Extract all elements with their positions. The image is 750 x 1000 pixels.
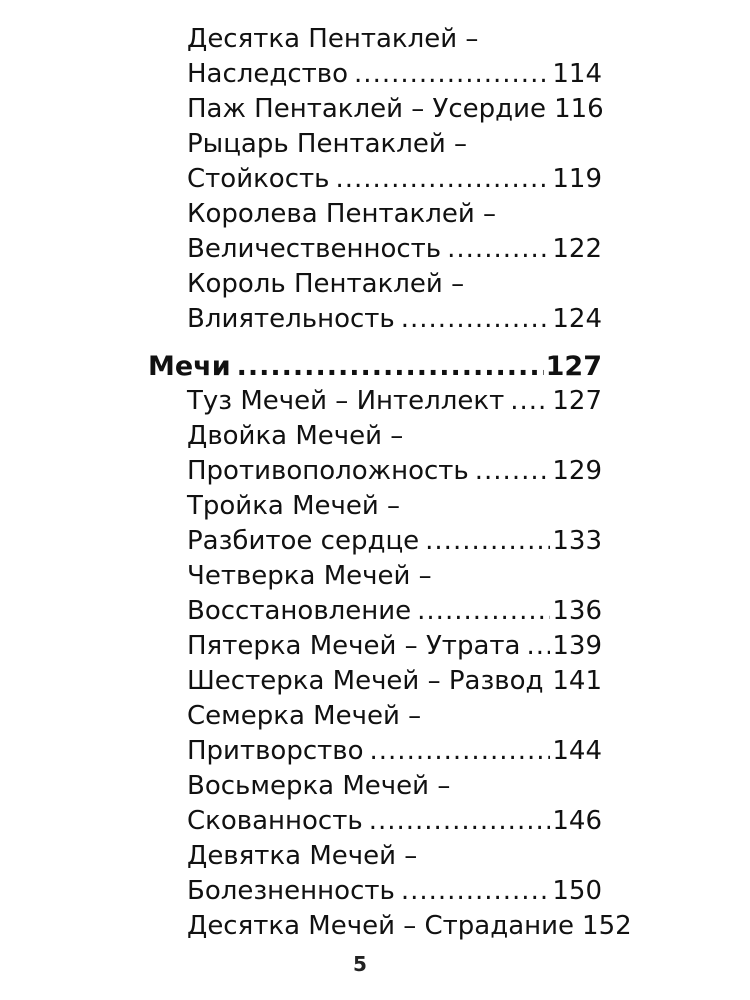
toc-entry-continued [187, 839, 602, 874]
toc-entry-title: Паж Пентаклей – Усердие [187, 94, 547, 124]
toc-entry [187, 384, 602, 419]
toc-entry-title: Стойкость [187, 164, 330, 194]
toc-entry-page: 136 [552, 596, 602, 626]
toc-entry-title: Двойка Мечей – [187, 421, 404, 451]
toc-entry [187, 664, 602, 699]
toc-section-title: Мечи [148, 351, 231, 382]
toc-entry-title: Четверка Мечей – [187, 561, 432, 591]
toc-entry-page: 129 [552, 456, 602, 486]
dot-leader [364, 734, 551, 769]
dot-leader [231, 349, 544, 384]
toc-entry [187, 734, 602, 769]
toc-entry [187, 454, 602, 489]
toc-entry [187, 594, 602, 629]
toc-entry-title: Пятерка Мечей – Утрата [187, 631, 521, 661]
toc-entry-continued [187, 267, 602, 302]
toc-entry-title: Рыцарь Пентаклей – [187, 129, 468, 159]
toc-entry-title: Наследство [187, 59, 349, 89]
toc-entry-title: Туз Мечей – Интеллект [187, 386, 505, 416]
toc-entry-page: 133 [552, 526, 602, 556]
toc-entry-title: Притворство [187, 736, 364, 766]
toc-entry-title: Тройка Мечей – [187, 491, 401, 521]
dot-leader [544, 664, 551, 699]
toc-entry [187, 804, 602, 839]
toc-entry-page: 141 [552, 666, 602, 696]
toc-entry [187, 57, 602, 92]
dot-leader [363, 804, 551, 839]
dot-leader [395, 302, 551, 337]
dot-leader [419, 524, 550, 559]
toc-entry-title: Скованность [187, 806, 363, 836]
toc-entry-title: Семерка Мечей – [187, 701, 422, 731]
toc-entry [187, 302, 602, 337]
toc-entry-page: 144 [552, 736, 602, 766]
dot-leader [329, 162, 550, 197]
toc-entry-page: 150 [552, 876, 602, 906]
toc-entry-title: Король Пентаклей – [187, 269, 465, 299]
toc-entry-page: 122 [552, 234, 602, 264]
toc-entry [187, 909, 632, 944]
toc-entry-page: 139 [552, 631, 602, 661]
toc-entry-title: Влиятельность [187, 304, 395, 334]
toc-entry-title: Восстановление [187, 596, 412, 626]
toc-entry-title: Восьмерка Мечей – [187, 771, 451, 801]
dot-leader [441, 232, 550, 267]
toc-entry [187, 162, 602, 197]
toc-section-page: 127 [545, 351, 602, 382]
toc-entry-page: 116 [554, 94, 604, 124]
toc-entry-continued [187, 197, 602, 232]
toc-entry-page: 119 [552, 164, 602, 194]
toc-entry-title: Противоположность [187, 456, 469, 486]
dot-leader [520, 629, 550, 664]
toc-entry-title: Королева Пентаклей – [187, 199, 497, 229]
toc-entry-page: 127 [552, 386, 602, 416]
toc-entry-title: Шестерка Мечей – Развод [187, 666, 544, 696]
toc-entry-continued [187, 489, 602, 524]
toc-entry-title: Девятка Мечей – [187, 841, 418, 871]
toc-entry-continued [187, 22, 602, 57]
toc-entry [187, 629, 602, 664]
toc-entry-title: Разбитое сердце [187, 526, 420, 556]
toc-entry-continued [187, 699, 602, 734]
toc-entry-continued [187, 419, 602, 454]
dot-leader [395, 874, 551, 909]
dot-leader [469, 454, 551, 489]
toc-entry-title: Десятка Мечей – Страдание [187, 911, 575, 941]
dot-leader [348, 57, 550, 92]
dot-leader [504, 384, 550, 419]
toc-entry-page: 124 [552, 304, 602, 334]
toc-entry-page: 146 [552, 806, 602, 836]
toc-entry-title: Величественность [187, 234, 442, 264]
toc-entry-continued [187, 127, 602, 162]
toc-entry-page: 114 [552, 59, 602, 89]
toc-entry-continued [187, 559, 602, 594]
toc-section-heading [148, 349, 602, 384]
table-of-contents [0, 22, 750, 944]
toc-entry-title: Болезненность [187, 876, 395, 906]
toc-entry [187, 232, 602, 267]
toc-entry-title: Десятка Пентаклей – [187, 24, 479, 54]
toc-entry [187, 874, 602, 909]
toc-entry [187, 92, 602, 127]
toc-entry [187, 524, 602, 559]
page-number: 5 [353, 952, 367, 976]
toc-entry-page: 152 [582, 911, 632, 941]
dot-leader [411, 594, 550, 629]
toc-entry-continued [187, 769, 602, 804]
